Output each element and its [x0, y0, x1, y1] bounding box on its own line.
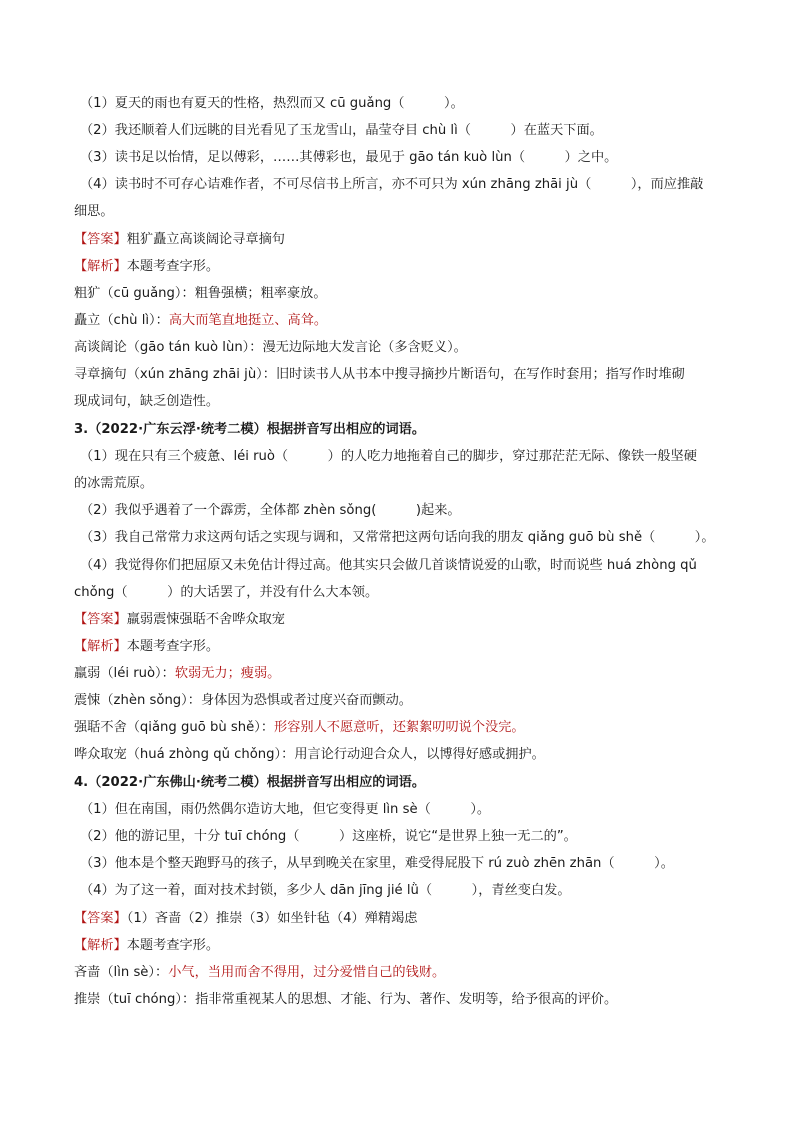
answer-tag: 【答案】	[74, 612, 127, 627]
question-heading: 3.（2022·广东云浮·统考二模）根据拼音写出相应的词语。	[74, 422, 426, 437]
question-line: （4）我觉得你们把屈原又未免估计得过高。他其实只会做几首谈情说爱的山歌，时而说些 huá zhòng qǔ	[80, 558, 697, 573]
question-heading: 4.（2022·广东佛山·统考二模）根据拼音写出相应的词语。	[74, 775, 426, 790]
explanation-line: 矗立（chù lì）：高大而笔直地挺立、高耸。	[74, 313, 328, 328]
question-line: （1）夏天的雨也有夏天的性格，热烈而又 cū guǎng（ ）。	[80, 96, 464, 111]
explanation-line: 现成词句，缺乏创造性。	[74, 394, 220, 409]
analysis-line: 【解析】本题考查字形。	[74, 259, 220, 274]
analysis-tag: 【解析】	[74, 259, 127, 274]
answer-tag: 【答案】	[74, 911, 127, 926]
question-line: （1）现在只有三个疲惫、léi ruò（ ）的人吃力地拖着自己的脚步，穿过那茫茫无际、像铁一般坚硬	[80, 449, 697, 464]
question-line: （3）读书足以怡情，足以傅彩，……其傅彩也，最见于 gāo tán kuò lùn（ ）之中。	[80, 150, 618, 165]
question-line: （3）他本是个整天跑野马的孩子，从早到晚关在家里，难受得屁股下 rú zuò zhēn zhān（ ）。	[80, 856, 674, 871]
question-line: （4）读书时不可存心诘难作者，不可尽信书上所言，亦不可只为 xún zhāng zhāi jù（ ），而应推敲	[80, 177, 704, 192]
question-line: （2）我似乎遇着了一个霹雳，全体都 zhèn sǒng( )起来。	[80, 503, 461, 518]
explanation-line: 高谈阔论（gāo tán kuò lùn）：漫无边际地大发言论（多含贬义）。	[74, 340, 467, 355]
analysis-line: 【解析】本题考查字形。	[74, 639, 220, 654]
question-line: 的冰需荒原。	[74, 476, 154, 491]
question-line: （1）但在南国，雨仍然偶尔造访大地，但它变得更 lìn sè（ ）。	[80, 802, 491, 817]
explanation-line: 推崇（tuī chóng）：指非常重视某人的思想、才能、行为、著作、发明等，给予很高的评价。	[74, 992, 618, 1007]
question-line: 细思。	[74, 204, 114, 219]
analysis-line: 【解析】本题考查字形。	[74, 938, 220, 953]
explanation-line: 强聒不舍（qiǎng guō bù shě）：形容别人不愿意听，还絮絮叨叨说个没完。	[74, 720, 525, 735]
analysis-tag: 【解析】	[74, 639, 127, 654]
answer-line: 【答案】粗犷矗立高谈阔论寻章摘句	[74, 232, 285, 247]
explanation-line: 寻章摘句（xún zhāng zhāi jù）：旧时读书人从书本中搜寻摘抄片断语句，在写作时套用；指写作时堆砌	[74, 367, 685, 382]
analysis-tag: 【解析】	[74, 938, 127, 953]
answer-tag: 【答案】	[74, 232, 127, 247]
question-line: （2）我还顺着人们远眺的目光看见了玉龙雪山，晶莹夺目 chù lì（ ）在蓝天下面。	[80, 123, 603, 138]
explanation-line: 震悚（zhèn sǒng）：身体因为恐惧或者过度兴奋而颤动。	[74, 693, 412, 708]
question-line: （2）他的游记里，十分 tuī chóng（ ）这座桥，说它“是世界上独一无二的”。	[80, 829, 577, 844]
answer-line: 【答案】羸弱震悚强聒不舍哗众取宠	[74, 612, 285, 627]
question-line: chǒng（ ）的大话罢了，并没有什么大本领。	[74, 585, 379, 600]
question-line: （4）为了这一着，面对技术封锁，多少人 dān jīng jié lǜ（ ），青丝变白发。	[80, 883, 571, 898]
explanation-line: 羸弱（léi ruò）：软弱无力；瘦弱。	[74, 666, 281, 681]
explanation-line: 粗犷（cū guǎng）：粗鲁强横；粗率豪放。	[74, 286, 327, 301]
answer-line: 【答案】（1）吝啬（2）推崇（3）如坐针毡（4）殚精竭虑	[74, 911, 418, 926]
explanation-line: 哗众取宠（huá zhòng qǔ chǒng）：用言论行动迎合众人，以博得好感或拥护。	[74, 747, 545, 762]
question-line: （3）我自己常常力求这两句话之实现与调和，又常常把这两句话向我的朋友 qiǎng guō bù shě（ ）。	[80, 530, 715, 545]
explanation-line: 吝啬（lìn sè）：小气，当用而舍不得用，过分爱惜自己的钱财。	[74, 965, 446, 980]
